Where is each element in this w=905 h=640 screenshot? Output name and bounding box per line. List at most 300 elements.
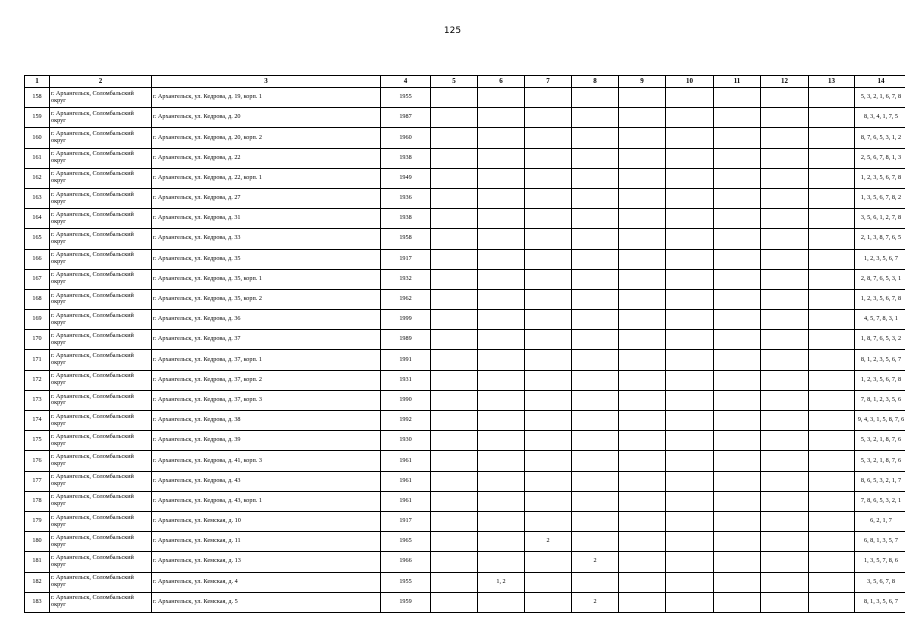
col12-cell [761,532,809,552]
col10-cell [666,188,714,208]
address-cell [152,229,381,249]
district-cell-text: г. Архангельск, Соломбальский округ [51,574,134,589]
district-cell-text: г. Архангельск, Соломбальский округ [51,109,134,124]
district-cell-text: г. Архангельск, Соломбальский округ [51,554,134,568]
row-number [25,148,50,168]
col6-cell [478,532,525,552]
col5-cell [431,168,478,188]
codes-cell-text: 8, 1, 2, 3, 5, 6, 7 [860,355,902,363]
district-cell [50,188,152,208]
address-cell-text: г. Архангельск, ул. Кедрова, д. 27 [153,194,241,202]
column-header-13: 13 [809,76,855,88]
year-cell [381,431,431,451]
col5-cell [431,471,478,491]
col11-cell [714,552,761,572]
col5-cell [431,411,478,431]
address-cell-text: г. Архангельск, ул. Кедрова, д. 43, корп. 1 [153,496,262,504]
district-cell-text: г. Архангельск, Соломбальский округ [51,453,134,467]
codes-cell-text: 3, 5, 6, 7, 8 [867,577,895,585]
col10-cell [666,451,714,471]
row-number [25,310,50,330]
district-cell [50,148,152,168]
district-cell [50,269,152,289]
district-cell-text: г. Архангельск, Соломбальский округ [51,150,134,165]
col10-cell [666,350,714,370]
address-cell [152,289,381,309]
col13-cell [809,552,855,572]
row-number-text: 158 [32,93,42,101]
col9-cell [619,168,666,188]
col13-cell [809,511,855,531]
address-cell-text: г. Архангельск, ул. Кемская, д. 11 [153,537,241,545]
district-cell-text: г. Архангельск, Соломбальский округ [51,130,134,144]
district-cell [50,471,152,491]
row-number-text: 181 [32,557,42,565]
col9-cell [619,148,666,168]
codes-cell-text: 1, 3, 5, 7, 8, 6 [863,557,899,565]
codes-cell [855,491,905,511]
col11-cell [714,108,761,128]
address-cell-text: г. Архангельск, ул. Кедрова, д. 37, корп. 3 [153,395,262,403]
col13-cell [809,592,855,612]
row-number [25,471,50,491]
col9-cell [619,108,666,128]
address-cell [152,330,381,350]
district-cell-text: г. Архангельск, Соломбальский округ [51,291,134,306]
address-cell [152,491,381,511]
table-row [25,431,905,451]
col8-cell [572,572,619,592]
table-row [25,229,905,249]
table-body [25,88,905,613]
row-number-text: 173 [32,395,42,403]
col9-cell [619,411,666,431]
column-header-7: 7 [525,76,572,88]
col7-cell [525,289,572,309]
column-header-6: 6 [478,76,525,88]
row-number-text: 174 [32,416,42,424]
col5-cell [431,289,478,309]
address-cell [152,451,381,471]
district-cell-text: г. Архангельск, Соломбальский округ [51,190,134,205]
col5-cell [431,532,478,552]
col10-cell [666,491,714,511]
col7-cell [525,108,572,128]
col8-cell [572,209,619,229]
year-cell [381,168,431,188]
col6-cell [478,128,525,148]
row-number [25,289,50,309]
district-cell [50,511,152,531]
col7-cell [525,330,572,350]
year-cell-text: 1932 [399,274,412,282]
col12-cell [761,249,809,269]
codes-cell-text: 5, 3, 2, 1, 6, 7, 8 [860,93,902,101]
codes-cell-text: 6, 8, 1, 3, 5, 7 [863,537,899,545]
district-cell [50,532,152,552]
column-header-12: 12 [761,76,809,88]
row-number-text: 166 [32,254,42,262]
col11-cell [714,88,761,108]
address-cell [152,411,381,431]
col11-cell [714,350,761,370]
col13-cell [809,390,855,410]
table-row [25,289,905,309]
district-cell [50,592,152,612]
col9-cell [619,229,666,249]
col7-cell [525,88,572,108]
col13-cell [809,148,855,168]
year-cell [381,411,431,431]
codes-cell-text: 5, 3, 2, 1, 8, 7, 6 [860,456,902,464]
col5-cell [431,491,478,511]
address-cell [152,532,381,552]
col13-cell [809,108,855,128]
table-row [25,592,905,612]
year-cell [381,128,431,148]
column-header-4: 4 [381,76,431,88]
row-number-text: 164 [32,214,42,222]
col7-cell [525,249,572,269]
col8-cell [572,451,619,471]
col11-cell [714,471,761,491]
col10-cell [666,128,714,148]
col12-cell [761,350,809,370]
district-cell-text: г. Архангельск, Соломбальский округ [51,473,134,488]
col8-cell [572,128,619,148]
col11-cell [714,269,761,289]
col13-cell [809,128,855,148]
col11-cell [714,491,761,511]
codes-cell-text: 2, 8, 7, 6, 5, 3, 1 [860,274,902,282]
row-number-text: 178 [32,496,42,504]
year-cell [381,148,431,168]
district-cell-text: г. Архангельск, Соломбальский округ [51,392,134,407]
col8-cell [572,249,619,269]
col7-cell [525,168,572,188]
address-cell-text: г. Архангельск, ул. Кедрова, д. 43 [153,476,241,484]
row-number-text: 159 [32,113,42,121]
col5-cell [431,229,478,249]
district-cell [50,88,152,108]
row-number-text: 172 [32,375,42,383]
col13-cell [809,491,855,511]
year-cell [381,491,431,511]
codes-cell-text: 4, 5, 7, 8, 3, 1 [863,315,899,323]
col10-cell [666,88,714,108]
address-cell [152,370,381,390]
table-row [25,451,905,471]
col13-cell [809,168,855,188]
col7-cell [525,209,572,229]
row-number [25,269,50,289]
col11-cell [714,330,761,350]
address-cell [152,592,381,612]
col6-cell [478,411,525,431]
col7-cell [525,148,572,168]
col13-cell [809,188,855,208]
year-cell [381,289,431,309]
address-cell-text: г. Архангельск, ул. Кедрова, д. 35, корп. 2 [153,295,262,303]
table-row [25,411,905,431]
col8-cell [572,370,619,390]
district-cell-text: г. Архангельск, Соломбальский округ [51,432,134,447]
col6-cell [478,108,525,128]
year-cell-text: 1936 [399,194,412,202]
codes-cell [855,188,905,208]
col12-cell [761,128,809,148]
codes-cell-text: 6, 2, 1, 7 [870,517,892,525]
row-number [25,592,50,612]
col7-cell [525,471,572,491]
col10-cell [666,552,714,572]
col9-cell [619,330,666,350]
col5-cell [431,451,478,471]
address-cell-text: г. Архангельск, ул. Кедрова, д. 41, корп. 3 [153,456,262,464]
row-number [25,390,50,410]
col8-cell [572,148,619,168]
codes-cell [855,148,905,168]
col7-cell [525,350,572,370]
col13-cell [809,249,855,269]
col9-cell [619,88,666,108]
row-number [25,330,50,350]
row-number-text: 160 [32,133,42,141]
year-cell-text: 1965 [399,537,412,545]
header-row [25,76,905,88]
col10-cell [666,108,714,128]
district-cell [50,310,152,330]
table-row [25,370,905,390]
col5-cell [431,390,478,410]
address-cell-text: г. Архангельск, ул. Кедрова, д. 22, корп. 1 [153,173,262,181]
col9-cell [619,471,666,491]
col12-cell [761,188,809,208]
district-cell-text: г. Архангельск, Соломбальский округ [51,331,134,346]
col5-cell [431,148,478,168]
address-cell-text: г. Архангельск, ул. Кедрова, д. 35, корп. 1 [153,274,262,282]
address-cell-text: г. Архангельск, ул. Кедрова, д. 37, корп. 1 [153,355,262,363]
col11-cell [714,451,761,471]
col7-cell-text: 2 [546,537,550,545]
year-cell [381,310,431,330]
table-row [25,269,905,289]
col13-cell [809,269,855,289]
row-number-text: 170 [32,335,42,343]
codes-cell-text: 1, 2, 3, 5, 6, 7, 8 [860,173,902,181]
col6-cell [478,390,525,410]
year-cell [381,370,431,390]
row-number [25,128,50,148]
address-cell [152,471,381,491]
address-cell-text: г. Архангельск, ул. Кедрова, д. 35 [153,254,241,262]
col6-cell [478,592,525,612]
col8-cell [572,511,619,531]
codes-cell [855,572,905,592]
col5-cell [431,310,478,330]
col7-cell [525,370,572,390]
address-cell-text: г. Архангельск, ул. Кедрова, д. 31 [153,214,241,222]
col9-cell [619,532,666,552]
col10-cell [666,229,714,249]
district-cell [50,411,152,431]
column-header-10: 10 [666,76,714,88]
col9-cell [619,188,666,208]
col6-cell [478,350,525,370]
year-cell [381,88,431,108]
column-header-5: 5 [431,76,478,88]
col10-cell [666,330,714,350]
table-row [25,249,905,269]
col11-cell [714,289,761,309]
col9-cell [619,269,666,289]
col6-cell [478,188,525,208]
col11-cell [714,310,761,330]
col12-cell [761,108,809,128]
address-cell [152,390,381,410]
col8-cell [572,471,619,491]
col6-cell [478,491,525,511]
address-cell [152,552,381,572]
col7-cell [525,592,572,612]
row-number [25,572,50,592]
col8-cell [572,168,619,188]
address-cell [152,108,381,128]
col6-cell [478,249,525,269]
district-cell-text: г. Архангельск, Соломбальский округ [51,493,134,508]
col12-cell [761,269,809,289]
col13-cell [809,451,855,471]
table-row [25,168,905,188]
col6-cell [478,330,525,350]
codes-cell [855,592,905,612]
col6-cell [478,88,525,108]
col7-cell [525,128,572,148]
year-cell-text: 1961 [399,496,412,504]
col10-cell [666,532,714,552]
row-number [25,511,50,531]
district-cell [50,209,152,229]
district-cell [50,390,152,410]
col12-cell [761,491,809,511]
codes-cell [855,168,905,188]
col10-cell [666,411,714,431]
table-row [25,532,905,552]
row-number-text: 163 [32,194,42,202]
col11-cell [714,532,761,552]
year-cell [381,552,431,572]
year-cell-text: 1962 [399,295,412,303]
col7-cell [525,451,572,471]
col8-cell-text: 2 [593,597,597,605]
col6-cell [478,229,525,249]
col5-cell [431,330,478,350]
year-cell-text: 1960 [399,133,412,141]
district-cell [50,451,152,471]
col12-cell [761,168,809,188]
district-cell [50,128,152,148]
codes-cell-text: 3, 5, 6, 1, 2, 7, 8 [860,214,902,222]
codes-cell-text: 2, 1, 3, 8, 7, 6, 5 [860,234,902,242]
year-cell-text: 1955 [399,577,412,585]
year-cell [381,188,431,208]
district-cell-text: г. Архангельск, Соломбальский округ [51,210,134,225]
table-row [25,572,905,592]
codes-cell [855,229,905,249]
codes-cell [855,532,905,552]
year-cell [381,330,431,350]
table-row [25,128,905,148]
codes-cell-text: 8, 6, 5, 3, 2, 1, 7 [860,476,902,484]
address-cell-text: г. Архангельск, ул. Кедрова, д. 38 [153,416,241,424]
col8-cell [572,491,619,511]
table-row [25,188,905,208]
col8-cell [572,289,619,309]
col12-cell [761,451,809,471]
col9-cell [619,370,666,390]
codes-cell [855,552,905,572]
codes-cell [855,88,905,108]
district-cell [50,552,152,572]
codes-cell [855,370,905,390]
col9-cell [619,592,666,612]
col9-cell [619,310,666,330]
column-header-2: 2 [50,76,152,88]
col9-cell [619,249,666,269]
row-number [25,552,50,572]
col6-cell [478,168,525,188]
col7-cell [525,491,572,511]
col13-cell [809,431,855,451]
col6-cell [478,552,525,572]
district-cell [50,108,152,128]
address-cell [152,310,381,330]
year-cell-text: 1959 [399,597,412,605]
col13-cell [809,572,855,592]
column-header-3: 3 [152,76,381,88]
row-number-text: 168 [32,295,42,303]
codes-cell-text: 8, 3, 4, 1, 7, 5 [863,113,899,121]
district-cell-text: г. Архангельск, Соломбальский округ [51,271,134,286]
district-cell [50,249,152,269]
year-cell-text: 1966 [399,557,412,565]
col13-cell [809,411,855,431]
col10-cell [666,592,714,612]
row-number [25,431,50,451]
year-cell [381,209,431,229]
table-row [25,330,905,350]
col13-cell [809,209,855,229]
codes-cell-text: 7, 8, 6, 5, 3, 2, 1 [860,496,902,504]
codes-cell-text: 5, 3, 2, 1, 8, 7, 6 [860,436,902,444]
address-cell [152,431,381,451]
col12-cell [761,330,809,350]
col9-cell [619,390,666,410]
codes-cell-text: 1, 2, 3, 5, 6, 7 [863,254,899,262]
address-cell-text: г. Архангельск, ул. Кедрова, д. 37 [153,335,241,343]
codes-cell-text: 1, 2, 3, 5, 6, 7, 8 [860,375,902,383]
row-number-text: 161 [32,153,42,161]
row-number-text: 177 [32,476,42,484]
col11-cell [714,390,761,410]
row-number [25,249,50,269]
table-row [25,390,905,410]
year-cell [381,390,431,410]
year-cell-text: 1961 [399,476,412,484]
col12-cell [761,229,809,249]
col7-cell [525,229,572,249]
year-cell-text: 1930 [399,436,412,444]
